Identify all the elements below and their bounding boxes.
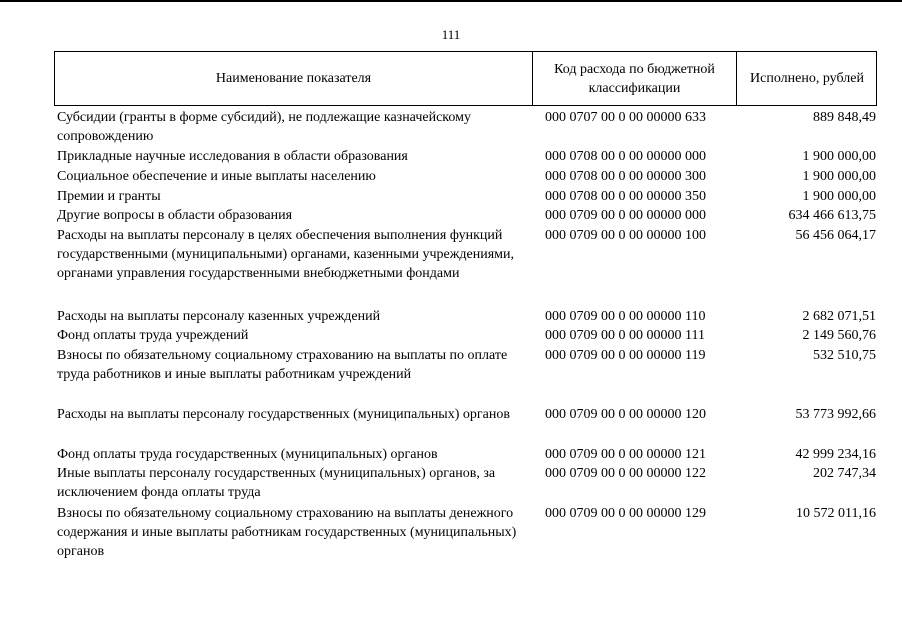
row-code: 000 0708 00 0 00 00000 300 [545, 169, 706, 184]
row-name: Фонд оплаты труда государственных (муниципальных) органов [57, 447, 438, 462]
row-amount: 202 747,34 [813, 466, 876, 481]
page-number: 111 [441, 27, 461, 42]
row-code: 000 0708 00 0 00 00000 350 [545, 189, 706, 204]
row-name: Премии и гранты [57, 189, 161, 204]
row-amount: 634 466 613,75 [788, 208, 876, 223]
row-name: Субсидии (гранты в форме субсидий), не подлежащие казначейскому сопровождению [57, 110, 471, 144]
row-name: Прикладные научные исследования в области образования [57, 149, 408, 164]
row-amount: 889 848,49 [813, 110, 876, 125]
row-name: Социальное обеспечение и иные выплаты населению [57, 169, 376, 184]
row-amount: 10 572 011,16 [796, 506, 876, 521]
table-header [54, 51, 877, 106]
row-name: Расходы на выплаты персоналу казенных учреждений [57, 309, 381, 324]
top-border-line [0, 0, 902, 2]
row-amount: 56 456 064,17 [795, 228, 876, 243]
row-amount: 1 900 000,00 [802, 169, 876, 184]
row-code: 000 0708 00 0 00 00000 000 [545, 149, 706, 164]
row-amount: 532 510,75 [813, 348, 876, 363]
row-code: 000 0709 00 0 00 00000 122 [545, 466, 706, 481]
row-amount: 53 773 992,66 [795, 407, 876, 422]
row-amount: 1 900 000,00 [802, 149, 876, 164]
header-executed: Исполнено, рублей [750, 71, 864, 86]
row-code: 000 0709 00 0 00 00000 129 [545, 506, 706, 521]
row-code: 000 0709 00 0 00 00000 000 [545, 208, 706, 223]
row-code: 000 0707 00 0 00 00000 633 [545, 110, 706, 125]
row-name: Другие вопросы в области образования [57, 208, 293, 223]
row-amount: 2 149 560,76 [802, 328, 876, 343]
row-code: 000 0709 00 0 00 00000 100 [545, 228, 706, 243]
row-name: Взносы по обязательному социальному страхованию на выплаты по оплате труда работников и иные выплаты работникам учреждений [57, 348, 508, 382]
row-code: 000 0709 00 0 00 00000 119 [545, 348, 706, 363]
row-name: Расходы на выплаты персоналу в целях обеспечения выполнения функций государственными (муниципальными) органами, казенными учреждениями, органами управления государственными внебюджетными фондами [57, 228, 514, 281]
row-code: 000 0709 00 0 00 00000 121 [545, 447, 706, 462]
row-amount: 1 900 000,00 [802, 189, 876, 204]
header-budget-code: Код расхода по бюджетной классификации [532, 52, 737, 105]
row-name: Иные выплаты персоналу государственных (муниципальных) органов, за исключением фонда оплаты труда [57, 466, 496, 500]
row-name: Расходы на выплаты персоналу государственных (муниципальных) органов [57, 407, 510, 422]
row-amount: 42 999 234,16 [795, 447, 876, 462]
row-code: 000 0709 00 0 00 00000 120 [545, 407, 706, 422]
row-code: 000 0709 00 0 00 00000 111 [545, 328, 705, 343]
row-amount: 2 682 071,51 [802, 309, 876, 324]
row-name: Взносы по обязательному социальному страхованию на выплаты денежного содержания и иные выплаты работникам государственных (муниципальных) органов [57, 506, 517, 559]
row-name: Фонд оплаты труда учреждений [57, 328, 249, 343]
row-code: 000 0709 00 0 00 00000 110 [545, 309, 706, 324]
header-indicator-name: Наименование показателя [215, 71, 372, 86]
